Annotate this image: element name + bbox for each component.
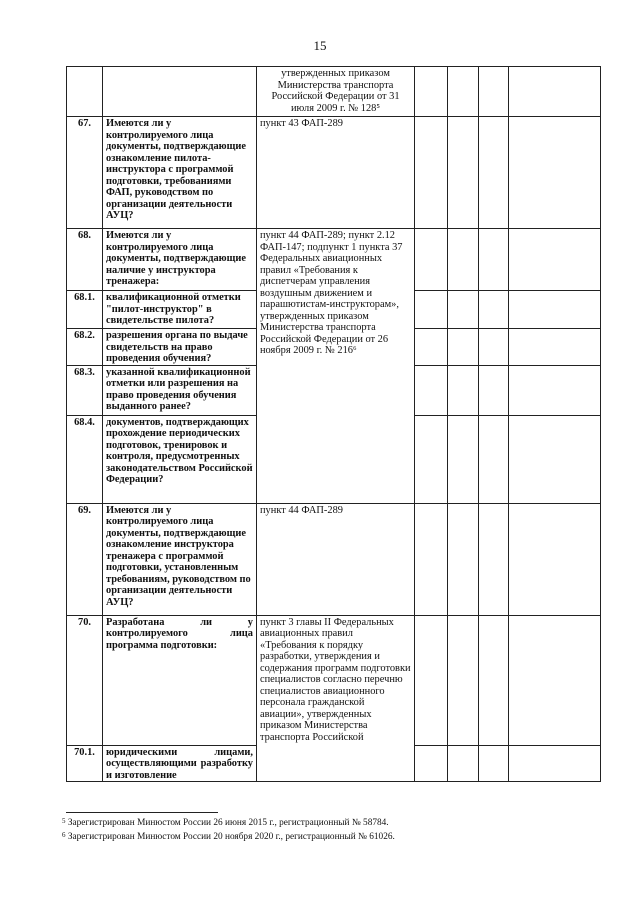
note-cell: [509, 291, 601, 329]
row-number: 68.3.: [67, 365, 103, 415]
check-cell: [448, 117, 479, 229]
question-cell: Разработана ли у контролируемого лица программа подготовки:: [103, 615, 257, 745]
table-row: [67, 229, 601, 291]
reference-cell: пункт 3 главы II Федеральных авиационных правил «Требования к порядку разработки, утверждения и содержания программ подготовки специалистов согласно перечню специалистов авиационного персонала гражданской авиации», утвержденных приказом Министерства транспорта Российской: [257, 615, 415, 782]
reference-cell: пункт 44 ФАП-289; пункт 2.12 ФАП-147; подпункт 1 пункта 37 Федеральных авиационных правил «Требования к диспетчерам управления воздушным движением и парашютистам-инструкторам», утвержденных приказом Министерства транспорта Российской Федерации от 26 ноября 2009 г. № 216⁶: [257, 229, 415, 504]
row-number: 68.1.: [67, 291, 103, 329]
row-number: [67, 67, 103, 117]
check-cell: [415, 745, 448, 782]
check-cell: [448, 365, 479, 415]
footnote-text: Зарегистрирован Минюстом России 20 ноября 2020 г., регистрационный № 61026.: [67, 831, 395, 842]
check-cell: [448, 329, 479, 366]
note-cell: [509, 503, 601, 615]
table-row: [67, 615, 601, 745]
question-cell: [103, 67, 257, 117]
reference-cell: утвержденных приказом Министерства транспорта Российской Федерации от 31 июля 2009 г. № 128⁵: [257, 67, 415, 117]
check-cell: [479, 117, 509, 229]
reference-cell: пункт 43 ФАП-289: [257, 117, 415, 229]
check-cell: [448, 291, 479, 329]
table-row: [67, 67, 601, 117]
question-cell: указанной квалификационной отметки или разрешения на право проведения обучения выданного ранее?: [103, 365, 257, 415]
note-cell: [509, 229, 601, 291]
note-cell: [509, 329, 601, 366]
check-cell: [415, 415, 448, 503]
check-cell: [479, 745, 509, 782]
note-cell: [509, 415, 601, 503]
row-number: 70.1.: [67, 745, 103, 782]
note-cell: [509, 615, 601, 745]
table-row: [67, 117, 601, 229]
check-cell: [448, 415, 479, 503]
question-cell: Имеются ли у контролируемого лица документы, подтверждающие ознакомление инструктора тренажера с программой подготовки, установленным требованиям, руководством по организации деятельности АУЦ?: [103, 503, 257, 615]
check-cell: [448, 745, 479, 782]
question-cell: Имеются ли у контролируемого лица документы, подтверждающие ознакомление пилота-инструктора с программой подготовки, требованиями ФАП, руководством по организации деятельности АУЦ?: [103, 117, 257, 229]
row-number: 68.2.: [67, 329, 103, 366]
check-cell: [415, 365, 448, 415]
check-cell: [415, 229, 448, 291]
question-cell: документов, подтверждающих прохождение периодических подготовок, тренировок и контроля, предусмотренных законодательством Российской Федерации?: [103, 415, 257, 503]
check-cell: [479, 415, 509, 503]
check-cell: [448, 503, 479, 615]
check-cell: [479, 365, 509, 415]
footnotes: [62, 817, 602, 844]
check-cell: [448, 67, 479, 117]
reference-cell: пункт 44 ФАП-289: [257, 503, 415, 615]
check-cell: [479, 615, 509, 745]
footnote: [62, 817, 602, 831]
question-cell: Имеются ли у контролируемого лица документы, подтверждающие наличие у инструктора тренажера:: [103, 229, 257, 291]
row-number: 69.: [67, 503, 103, 615]
check-cell: [479, 329, 509, 366]
question-cell: квалификационной отметки "пилот-инструктор" в свидетельстве пилота?: [103, 291, 257, 329]
check-cell: [448, 229, 479, 291]
check-cell: [479, 67, 509, 117]
footnote-mark: 5: [62, 817, 66, 825]
footnote-mark: 6: [62, 830, 66, 839]
note-cell: [509, 745, 601, 782]
footnote-text: Зарегистрирован Минюстом России 26 июня 2015 г., регистрационный № 58784.: [67, 818, 389, 828]
check-cell: [479, 291, 509, 329]
note-cell: [509, 365, 601, 415]
check-cell: [415, 291, 448, 329]
checklist-table: [66, 66, 601, 782]
check-cell: [415, 503, 448, 615]
row-number: 67.: [67, 117, 103, 229]
check-cell: [479, 229, 509, 291]
check-cell: [448, 615, 479, 745]
note-cell: [509, 67, 601, 117]
check-cell: [479, 503, 509, 615]
note-cell: [509, 117, 601, 229]
check-cell: [415, 117, 448, 229]
row-number: 68.: [67, 229, 103, 291]
question-cell: юридическими лицами, осуществляющими разработку и изготовление: [103, 745, 257, 782]
row-number: 70.: [67, 615, 103, 745]
row-number: 68.4.: [67, 415, 103, 503]
table-row: [67, 503, 601, 615]
footnote-separator: [66, 812, 218, 813]
page-number: 15: [313, 38, 327, 53]
check-cell: [415, 329, 448, 366]
check-cell: [415, 615, 448, 745]
check-cell: [415, 67, 448, 117]
question-cell: разрешения органа по выдаче свидетельств на право проведения обучения?: [103, 329, 257, 366]
footnote: [62, 831, 602, 845]
